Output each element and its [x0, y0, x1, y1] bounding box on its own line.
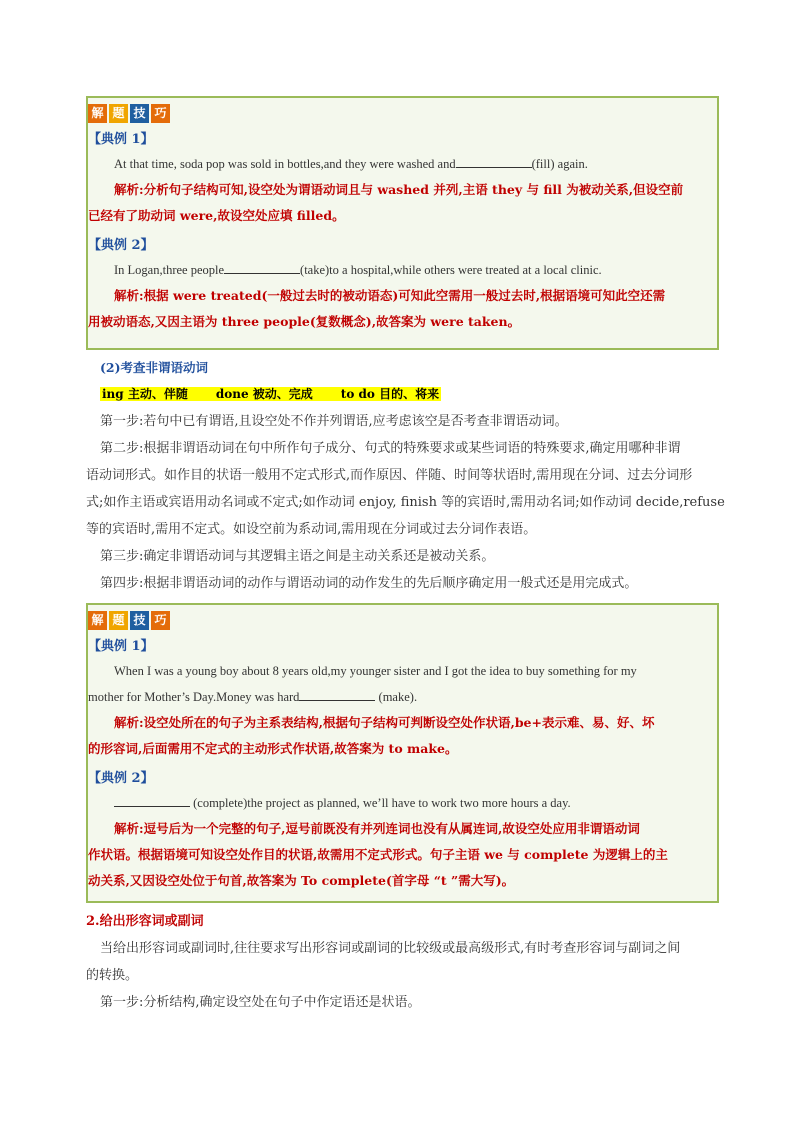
section-heading: 2.给出形容词或副词 — [86, 914, 204, 929]
example-analysis: 解析:逗号后为一个完整的句子,逗号前既没有并列连词也没有从属连词,故设空处应用非谓语动词 — [114, 821, 640, 836]
section-nonfinite — [86, 354, 726, 597]
step-text: 第一步:分析结构,确定设空处在句子中作定语还是状语。 — [100, 995, 421, 1010]
step-text: 等的宾语时,需用不定式。如设空前为系动词,需用现在分词或过去分词作表语。 — [86, 522, 537, 537]
step-text: 语动词形式。如作目的状语一般用不定式形式,而作原因、伴随、时间等状语时,需用现在分词、过去分词形 — [86, 468, 693, 483]
example-question: mother for Mother’s Day.Money was hard (make). — [88, 690, 418, 704]
example-analysis: 动关系,又因设空处位于句首,故答案为 To complete(首字母 “t ”需大写)。 — [88, 873, 515, 888]
example-analysis: 解析:分析句子结构可知,设空处为谓语动词且与 washed 并列,主语 they 与 fill 为被动关系,但设空前 — [114, 182, 684, 197]
example-analysis: 用被动语态,又因主语为 three people(复数概念),故答案为 were taken。 — [88, 314, 521, 329]
tips-box-2 — [86, 603, 719, 903]
section-heading: (2)考查非谓语动词 — [100, 360, 209, 375]
example-question: At that time, soda pop was sold in bottles,and they were washed and (fill) again. — [114, 157, 588, 171]
answer-blank — [299, 688, 375, 701]
tips-char: 题 — [109, 104, 128, 123]
tips-char: 解 — [88, 104, 107, 123]
example-label: 【典例 1】 — [88, 132, 154, 147]
body-text: 当给出形容词或副词时,往往要求写出形容词或副词的比较级或最高级形式,有时考查形容词与副词之间 — [100, 941, 681, 956]
answer-blank — [224, 261, 300, 274]
highlight-tag: ing 主动、伴随 — [102, 387, 188, 401]
step-text: 式;如作主语或宾语用动名词或不定式;如作动词 enjoy, finish 等的宾语时,需用动名词;如作动词 decide,refuse — [86, 495, 725, 510]
example-question: (complete)the project as planned, we’ll have to work two more hours a day. — [88, 790, 717, 816]
example-label: 【典例 2】 — [88, 238, 154, 253]
step-text: 第四步:根据非谓语动词的动作与谓语动词的动作发生的先后顺序确定用一般式还是用完成式。 — [100, 576, 638, 591]
tips-char: 技 — [130, 104, 149, 123]
example-label: 【典例 1】 — [88, 639, 154, 654]
answer-blank — [456, 155, 532, 168]
answer-blank — [114, 794, 190, 807]
example-label: 【典例 2】 — [88, 771, 154, 786]
highlight-row — [86, 381, 726, 408]
section-adjective-adverb — [86, 908, 726, 1016]
example-analysis: 已经有了助动词 were,故设空处应填 filled。 — [88, 208, 345, 223]
step-text: 第二步:根据非谓语动词在句中所作句子成分、句式的特殊要求或某些词语的特殊要求,确定用哪种非谓 — [100, 441, 681, 456]
tips-badge — [88, 104, 717, 123]
example-question: When I was a young boy about 8 years old,my younger sister and I got the idea to buy something for my — [114, 664, 637, 678]
highlight-tag: done 被动、完成 — [190, 387, 315, 401]
example-analysis: 解析:根据 were treated(一般过去时的被动语态)可知此空需用一般过去时,根据语境可知此空还需 — [114, 288, 666, 303]
tips-badge — [88, 611, 717, 630]
tips-char: 题 — [109, 611, 128, 630]
body-text: 的转换。 — [86, 968, 139, 983]
tips-box-1 — [86, 96, 719, 350]
step-text: 第一步:若句中已有谓语,且设空处不作并列谓语,应考虑该空是否考查非谓语动词。 — [100, 414, 568, 429]
tips-char: 技 — [130, 611, 149, 630]
tips-char: 巧 — [151, 104, 170, 123]
tips-char: 巧 — [151, 611, 170, 630]
example-question: In Logan,three people (take)to a hospital,while others were treated at a local clinic. — [114, 263, 602, 277]
step-text: 第三步:确定非谓语动词与其逻辑主语之间是主动关系还是被动关系。 — [100, 549, 495, 564]
highlight-tag: to do 目的、将来 — [315, 387, 441, 401]
example-analysis: 解析:设空处所在的句子为主系表结构,根据句子结构可判断设空处作状语,be+表示难、易、好、坏 — [114, 715, 655, 730]
tips-char: 解 — [88, 611, 107, 630]
example-analysis: 的形容词,后面需用不定式的主动形式作状语,故答案为 to make。 — [88, 741, 458, 756]
example-analysis: 作状语。根据语境可知设空处作目的状语,故需用不定式形式。句子主语 we 与 complete 为逻辑上的主 — [88, 847, 668, 862]
